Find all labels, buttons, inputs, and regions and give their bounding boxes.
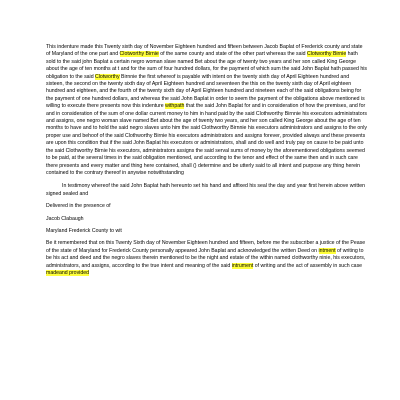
highlighted-term: Clotworthy Birnie: [307, 51, 347, 58]
text-run: Be it remembered that on this Twenty Sixth day of November Eighteen hundred and fifteen, before me the subscriber a justice of the Pease of the state of Maryland for Frederick County personally appeared John Baplat and acknowledged the written Deed on: [46, 240, 366, 254]
text-run: that the said John Baplat for and in consideration of how the premises, and for and in consideration of the sum of one dollar current money to him in hand paid by the said Clothworthy Birnnie his executors administrators and assigns, one negro woman slave named Bet about the age of twenty two years, and her son called King George about the age of ten months to have and to hold the said negro slaves unto him the said Clothworthy Birnnie his executors administrators and assigns to the only proper use and behoof of the said Clothworthy Birnie his executors administrators and assigns forever, provided always and these presents are upon this condition that if the said John Baplat his executors or administrators, shall and do well and truly pay on cause to be paid unto the said Clothworthy Birnie his executors, administrators assigns the said serval sums of money by the aforementioned obligations seemed to be paid, at the several times in the said obligation mentioned, and according to the tenor and effect of the same then and in such care there presents and every matter and thing here contained, shall () determine and be utterly said to all intent and purpose any thing herein contained to the contrary thereof in anywise notwithstanding: [46, 103, 367, 176]
text-run: This indenture made this Twenty sixth day of November Eighteen hundred and fifteen between Jacob Baplat of Frederick county and state of Maryland of the one part and: [46, 44, 363, 58]
highlighted-term: withpath: [165, 103, 185, 110]
text-run: of writing and the act of assembly in such case: [253, 262, 363, 269]
text-run: of writing to be his act and deed and the negro slaves therein mentioned to be the night and estate of the within named clothworthy ninie, his executors, administrators, and assigns, according to the true intent and meaning of the said: [46, 247, 366, 269]
delivered-line: Delivered in the presence of: [46, 203, 111, 210]
county-line: Maryland Frederick County to wit: [46, 227, 122, 234]
text-run: hath sold to the said john Baplat a certain negro woman slave named Bet about the age of twenty two years and her son called King George about the age of ten months at t and for the sum of four hundred dollars, for the payment of which sum the said John Baplat hath passed his obligation to the said: [46, 51, 367, 80]
highlighted-term: intrument: [231, 262, 254, 269]
text-run: of the same county and state of the other part whereas the said: [158, 51, 307, 58]
highlighted-term: Clotworthy Birnie: [119, 51, 159, 58]
indenture-paragraph: [46, 44, 368, 177]
acknowledgement-paragraph: [46, 240, 368, 277]
highlighted-term: Clotworthy: [95, 73, 120, 80]
document-body: [46, 44, 368, 277]
text-run: Birnnie the first whereof is payable with intent on the twenty sixth day of April Eighteen hundred and sixteen, the second on the twenty sixth day of April Eighteen hundred and seventeen the this on the twenty sixth day of April eighteen hundred and eighteen, and the fourth of the twenty sixth day of April Eighteen hundred and nineteen each of the said obligations being for the payment of one hundred dollars, and whereas the said John Baplat in order to seem the payment of the obligations above mentioned is willing to execute there presents now this indenture: [46, 73, 365, 110]
witness-name: Jacob Clabaugh: [46, 215, 84, 222]
testimony-paragraph: In testimony whereof the said John Baplat hath hereunto set his hand and affixed his seal the day and year first herein above written signed sealed and: [46, 183, 365, 197]
highlighted-term: madeand provided: [46, 269, 89, 276]
highlighted-term: intment: [318, 247, 336, 254]
